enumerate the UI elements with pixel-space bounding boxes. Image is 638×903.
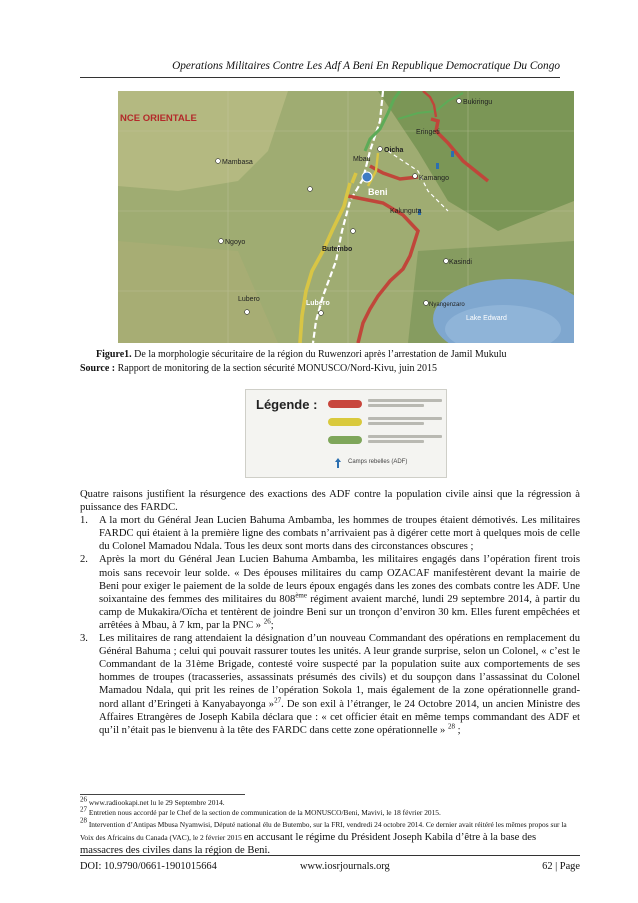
rebel-camp-icon — [334, 458, 342, 468]
footer-doi: DOI: 10.9790/0661-1901015664 — [80, 861, 217, 872]
list-item — [80, 553, 580, 632]
map-label-mambasa: Mambasa — [222, 159, 253, 166]
figure-source-label: Source : — [80, 363, 116, 374]
map-label-lake-edward: Lake Edward — [466, 315, 507, 322]
footnote-ref-26: 26 — [263, 617, 271, 626]
map-graphic — [118, 91, 574, 343]
map-label-butembo: Butembo — [322, 246, 353, 253]
map-label-kamango: Kamango — [419, 175, 449, 182]
footnote-27 — [80, 805, 580, 818]
list-item-number: 3. — [80, 633, 88, 645]
legend-text-line — [368, 417, 442, 420]
footer-page-number: 62 | Page — [542, 861, 580, 872]
legend-text-line — [368, 422, 424, 425]
map-label-beni: Beni — [368, 187, 388, 197]
list-item-number: 2. — [80, 554, 88, 566]
legend-camp-label: Camps rebelles (ADF) — [348, 459, 408, 465]
list-item — [80, 632, 580, 737]
figure-caption-label: Figure1. — [96, 349, 132, 360]
map-label-kasindi: Kasindi — [449, 259, 472, 266]
map-legend — [245, 389, 447, 478]
footnote-text: Entretien nous accordé par le Chef de la section de communication de la MONUSCO/Beni, Mavivi, le 18 février 2015. — [87, 808, 441, 817]
figure-caption — [96, 349, 578, 360]
legend-text-line — [368, 440, 424, 443]
running-header: Operations Militaires Contre Les Adf A Beni En Republique Democratique Du Congo — [172, 60, 560, 72]
list-item-text: régiment avaient marché, lundi 29 septembre 2014, à partir du camp de Mukakira/Oïcha et tentèrent de joindre Beni sur un tronçon d’environ 30 km. Elles furent empêchées et arrêtées à Mbau, à 7 km, par la PNC » — [99, 593, 580, 631]
legend-text-line — [368, 435, 442, 438]
map-label-province: NCE ORIENTALE — [120, 113, 197, 124]
footnote-text: en accusant le régime du Président Joseph Kabila d’être à la base des massacres des civiles dans la région de Beni. — [80, 832, 537, 856]
figure-caption-text: De la morphologie sécuritaire de la région du Ruwenzori après l’arrestation de Jamil Mukulu — [131, 349, 507, 360]
list-item-text: . De son exil à l’étranger, le 24 Octobre 2014, un ancien Ministre des Affaires Etrangères de Joseph Kabila déclara que : « cet officier était en même temps commandant des ADF et qu’il n’était pas le bienvenu à la tête des FARDC dans cette zone opérationnelle » — [99, 698, 580, 736]
reasons-list — [80, 514, 580, 737]
intro-paragraph: Quatre raisons justifient la résurgence des exactions des ADF contre la population civile ainsi que la régression à puissance des FARDC. — [80, 489, 580, 514]
map-label-ngoyo: Ngoyo — [225, 239, 246, 246]
legend-text-line — [368, 399, 442, 402]
footnote-text: www.radiookapi.net lu le 29 Septembre 2014. — [87, 798, 225, 807]
list-item-number: 1. — [80, 515, 88, 527]
map-label-kalunguta: Kalunguta — [390, 208, 422, 215]
list-item-text: A la mort du Général Jean Lucien Bahuma Ambamba, les hommes de troupes étaient démotivés. Les militaires FARDC qui étaient à la première ligne des combats n’arrivaient pas à digérer cette mort à quelques mois de celle du Colonel Mamadou Ndala. Tous les deux sont morts dans des circonstances obscures ; — [99, 515, 580, 553]
footnote-number: 28 — [80, 816, 87, 825]
legend-text-line — [368, 404, 424, 407]
legend-swatch-green — [328, 436, 362, 444]
footnotes — [80, 795, 580, 857]
figure-source — [80, 363, 578, 374]
map-label-oicha: Oicha — [384, 147, 404, 154]
list-item — [80, 514, 580, 553]
footer-rule — [80, 855, 580, 856]
map-label-lubero-town: Lubero — [306, 300, 330, 307]
list-item-text: Après la mort du Général Jean Lucien Bahuma Ambamba, les militaires engagés dans l’opération firent trois mois sans recevoir leur solde. « Des épouses militaires du camp OZACAF manifestèrent devant la mairie de Beni pour exiger le paiement de la solde de leurs époux engagés dans les zones des combats contre les ADF. Une soixantaine des femmes des militaires du 808 — [99, 554, 580, 605]
footnote-number: 26 — [80, 795, 87, 804]
superscript: ème — [295, 591, 307, 600]
list-item-text: ; — [270, 619, 274, 631]
footnote-ref-27: 27 — [274, 695, 282, 704]
legend-title: Légende : — [256, 397, 318, 412]
map-label-bukiringu: Bukiringu — [463, 99, 493, 106]
footer-website: www.iosrjournals.org — [300, 861, 390, 872]
security-map-figure — [118, 91, 574, 343]
footnote-rule — [80, 794, 245, 795]
map-label-nyangenzaro: Nyangenzaro — [429, 302, 465, 308]
body-text — [80, 488, 580, 737]
footnote-number: 27 — [80, 805, 87, 814]
footnote-text: Intervention d’Antipas Mbusa Nyamwisi, Député national élu de Butembo, sur la FRI, vendredi 24 octobre 2014. Ce dernier avait réitéré les mêmes propos sur la Voix des Africains du Canada (VAC), le 2 février 2015 — [80, 820, 567, 842]
legend-swatch-red — [328, 400, 362, 408]
map-label-mbau: Mbau — [353, 156, 371, 163]
footnote-26 — [80, 795, 580, 808]
map-label-lubero: Lubero — [238, 296, 260, 303]
header-rule — [80, 77, 560, 78]
figure-source-text: Rapport de monitoring de la section sécurité MONUSCO/Nord-Kivu, juin 2015 — [115, 363, 437, 374]
legend-swatch-yellow — [328, 418, 362, 426]
footnote-28 — [80, 818, 580, 857]
list-item-text: ; — [455, 724, 461, 736]
map-label-eringeti: Eringeti — [416, 129, 440, 136]
footnote-ref-28: 28 — [448, 722, 455, 731]
list-item-text: Les militaires de rang attendaient la désignation d’un nouveau Commandant des opérations en remplacement du Général Bahuma ; celui qui pouvait rassurer toutes les unités. A leur grande surprise, selon un Colonel, « c’est le Commandant de la 31ème Brigade, contesté voire suspecté par la population suite aux comportements de ses hommes de troupes (tracasseries, assassinats présumés des civils) et du soupçon dans l’assassinat du Colonel Mamadou Ndala, qui prit les reines de l’opération Sokola 1, mais également de la zone opérationnelle grand-nord allant d’Eringeti à Kanyabayonga » — [99, 633, 580, 710]
